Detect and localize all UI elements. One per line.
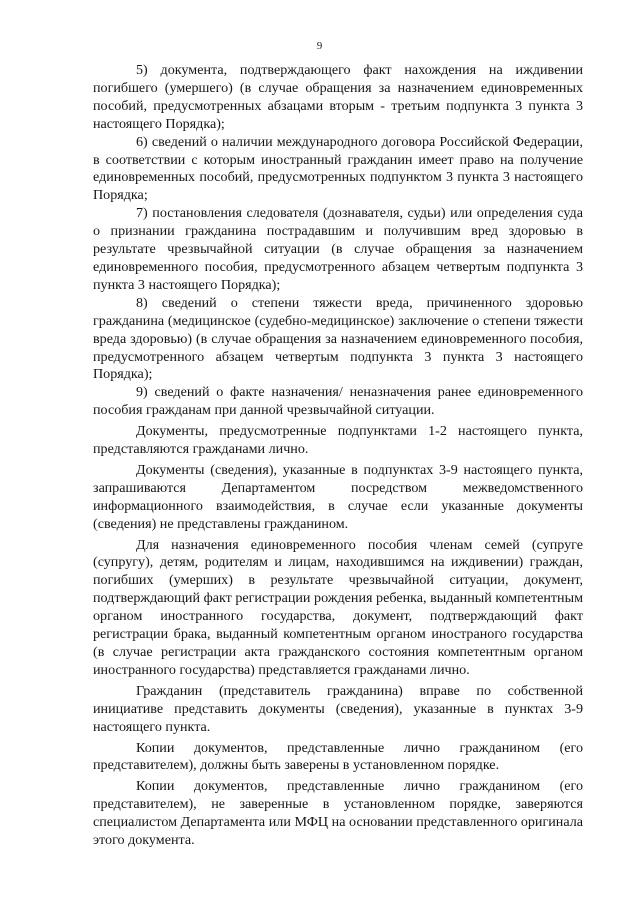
- document-body: [93, 62, 583, 850]
- paragraph-documents-personal: Документы, предусмотренные подпунктами 1-2 настоящего пункта, представляются гражданами лично.: [93, 423, 583, 458]
- paragraph-item-6: 6) сведений о наличии международного договора Российской Федерации, в соответствии с которым иностранный гражданин имеет право на получение единовременных пособий, предусмотренных подпунктом 3 пункта 3 настоящего Порядка;: [93, 133, 583, 204]
- page-number: 9: [316, 40, 323, 52]
- paragraph-copies-uncertified: Копии документов, представленные лично гражданином (его представителем), не заверенные в установленном порядке, заверяются специалистом Департамента или МФЦ на основании представленного оригинала этого документа.: [93, 778, 583, 849]
- paragraph-item-7: 7) постановления следователя (дознавателя, судьи) или определения суда о признании гражданина пострадавшим и получившим вред здоровью в результате чрезвычайной ситуации (в случае обращения за назначением единовременного пособия, предусмотренного абзацем четвертым подпункта 3 пункта 3 настоящего Порядка);: [93, 205, 583, 293]
- paragraph-family-benefit: Для назначения единовременного пособия членам семей (супруге (супругу), детям, родителям и лицам, находившимся на иждивении) граждан, погибших (умерших) в результате чрезвычайной ситуации, документ, подтверждающий факт регистрации рождения ребенка, выданный компетентным органом иностранного государства, документ, подтверждающий факт регистрации брака, выданный компетентным органом иностраного государства (в случае регистрации акта гражданского состояния компетентным органом иностранного государства) представляется гражданами лично.: [93, 536, 583, 678]
- paragraph-item-5: 5) документа, подтверждающего факт нахождения на иждивении погибшего (умершего) (в случае обращения за назначением единовременных пособий, предусмотренных абзацами вторым - третьим подпункта 3 пункта 3 настоящего Порядка);: [93, 62, 583, 132]
- paragraph-own-initiative: Гражданин (представитель гражданина) вправе по собственной инициативе представить документы (сведения), указанные в пунктах 3-9 настоящего пункта.: [93, 682, 583, 735]
- paragraph-item-8: 8) сведений о степени тяжести вреда, причиненного здоровью гражданина (медицинское (судебно-медицинское) заключение о степени тяжести вреда здоровью) (в случае обращения за назначением единовременного пособия, предусмотренного абзацем четвертым подпункта 3 пункта 3 настоящего Порядка);: [93, 294, 583, 383]
- paragraph-item-9: 9) сведений о факте назначения/ неназначения ранее единовременного пособия гражданам при данной чрезвычайной ситуации.: [93, 384, 583, 419]
- paragraph-documents-requested: Документы (сведения), указанные в подпунктах 3-9 настоящего пункта, запрашиваются Департаментом посредством межведомственного информационного взаимодействия, в случае если указанные документы (сведения) не представлены гражданином.: [93, 461, 583, 532]
- paragraph-copies-certified: Копии документов, представленные лично гражданином (его представителем), должны быть заверены в установленном порядке.: [93, 739, 583, 774]
